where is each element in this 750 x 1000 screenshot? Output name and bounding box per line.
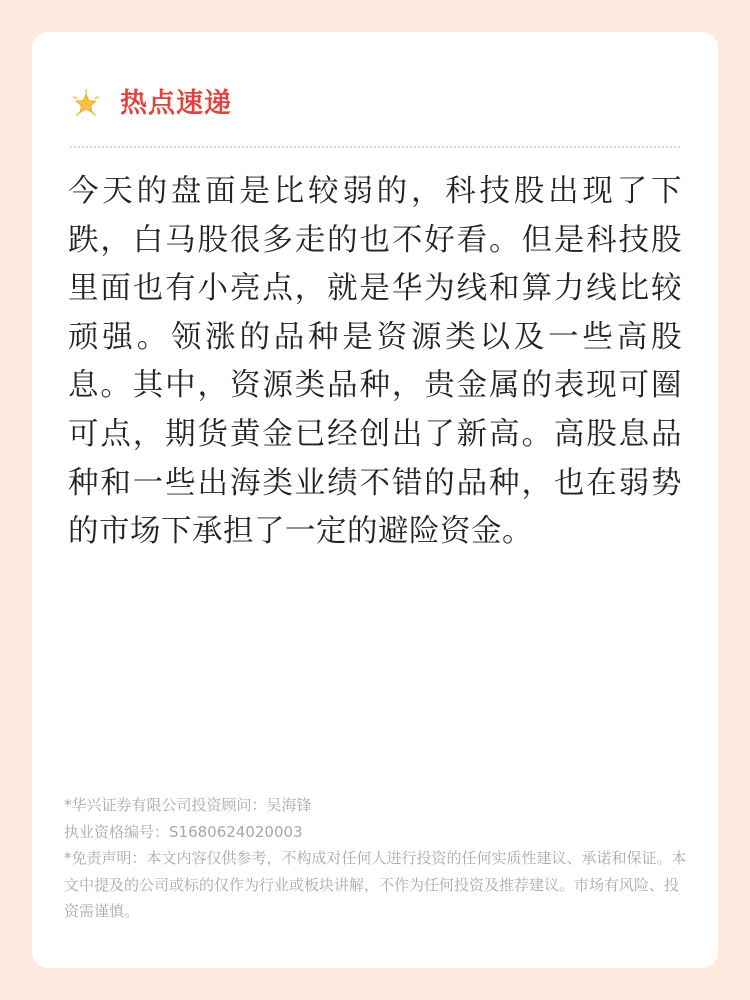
disclaimer-block [64,792,689,925]
section-header [70,84,232,124]
dotted-divider [70,146,680,148]
content-card [32,32,718,968]
disclaimer-notice: *免责声明：本文内容仅供参考，不构成对任何人进行投资的任何实质性建议、承诺和保证。本文中提及的公司或标的仅作为行业或板块讲解，不作为任何投资及推荐建议。市场有风险、投资需谨慎。 [64,849,687,920]
license-line: 执业资格编号：S1680624020003 [64,822,303,841]
star-icon [70,88,102,120]
advisor-line: *华兴证券有限公司投资顾问：吴海锋 [64,796,312,814]
article-body: 今天的盘面是比较弱的，科技股出现了下跌，白马股很多走的也不好看。但是科技股里面也有小亮点，就是华为线和算力线比较顽强。领涨的品种是资源类以及一些高股息。其中，资源类品种，贵金属的表现可圈可点，期货黄金已经创出了新高。高股息品种和一些出海类业绩不错的品种，也在弱势的市场下承担了一定的避险资金。 [68,174,682,550]
section-title: 热点速递 [120,88,232,119]
